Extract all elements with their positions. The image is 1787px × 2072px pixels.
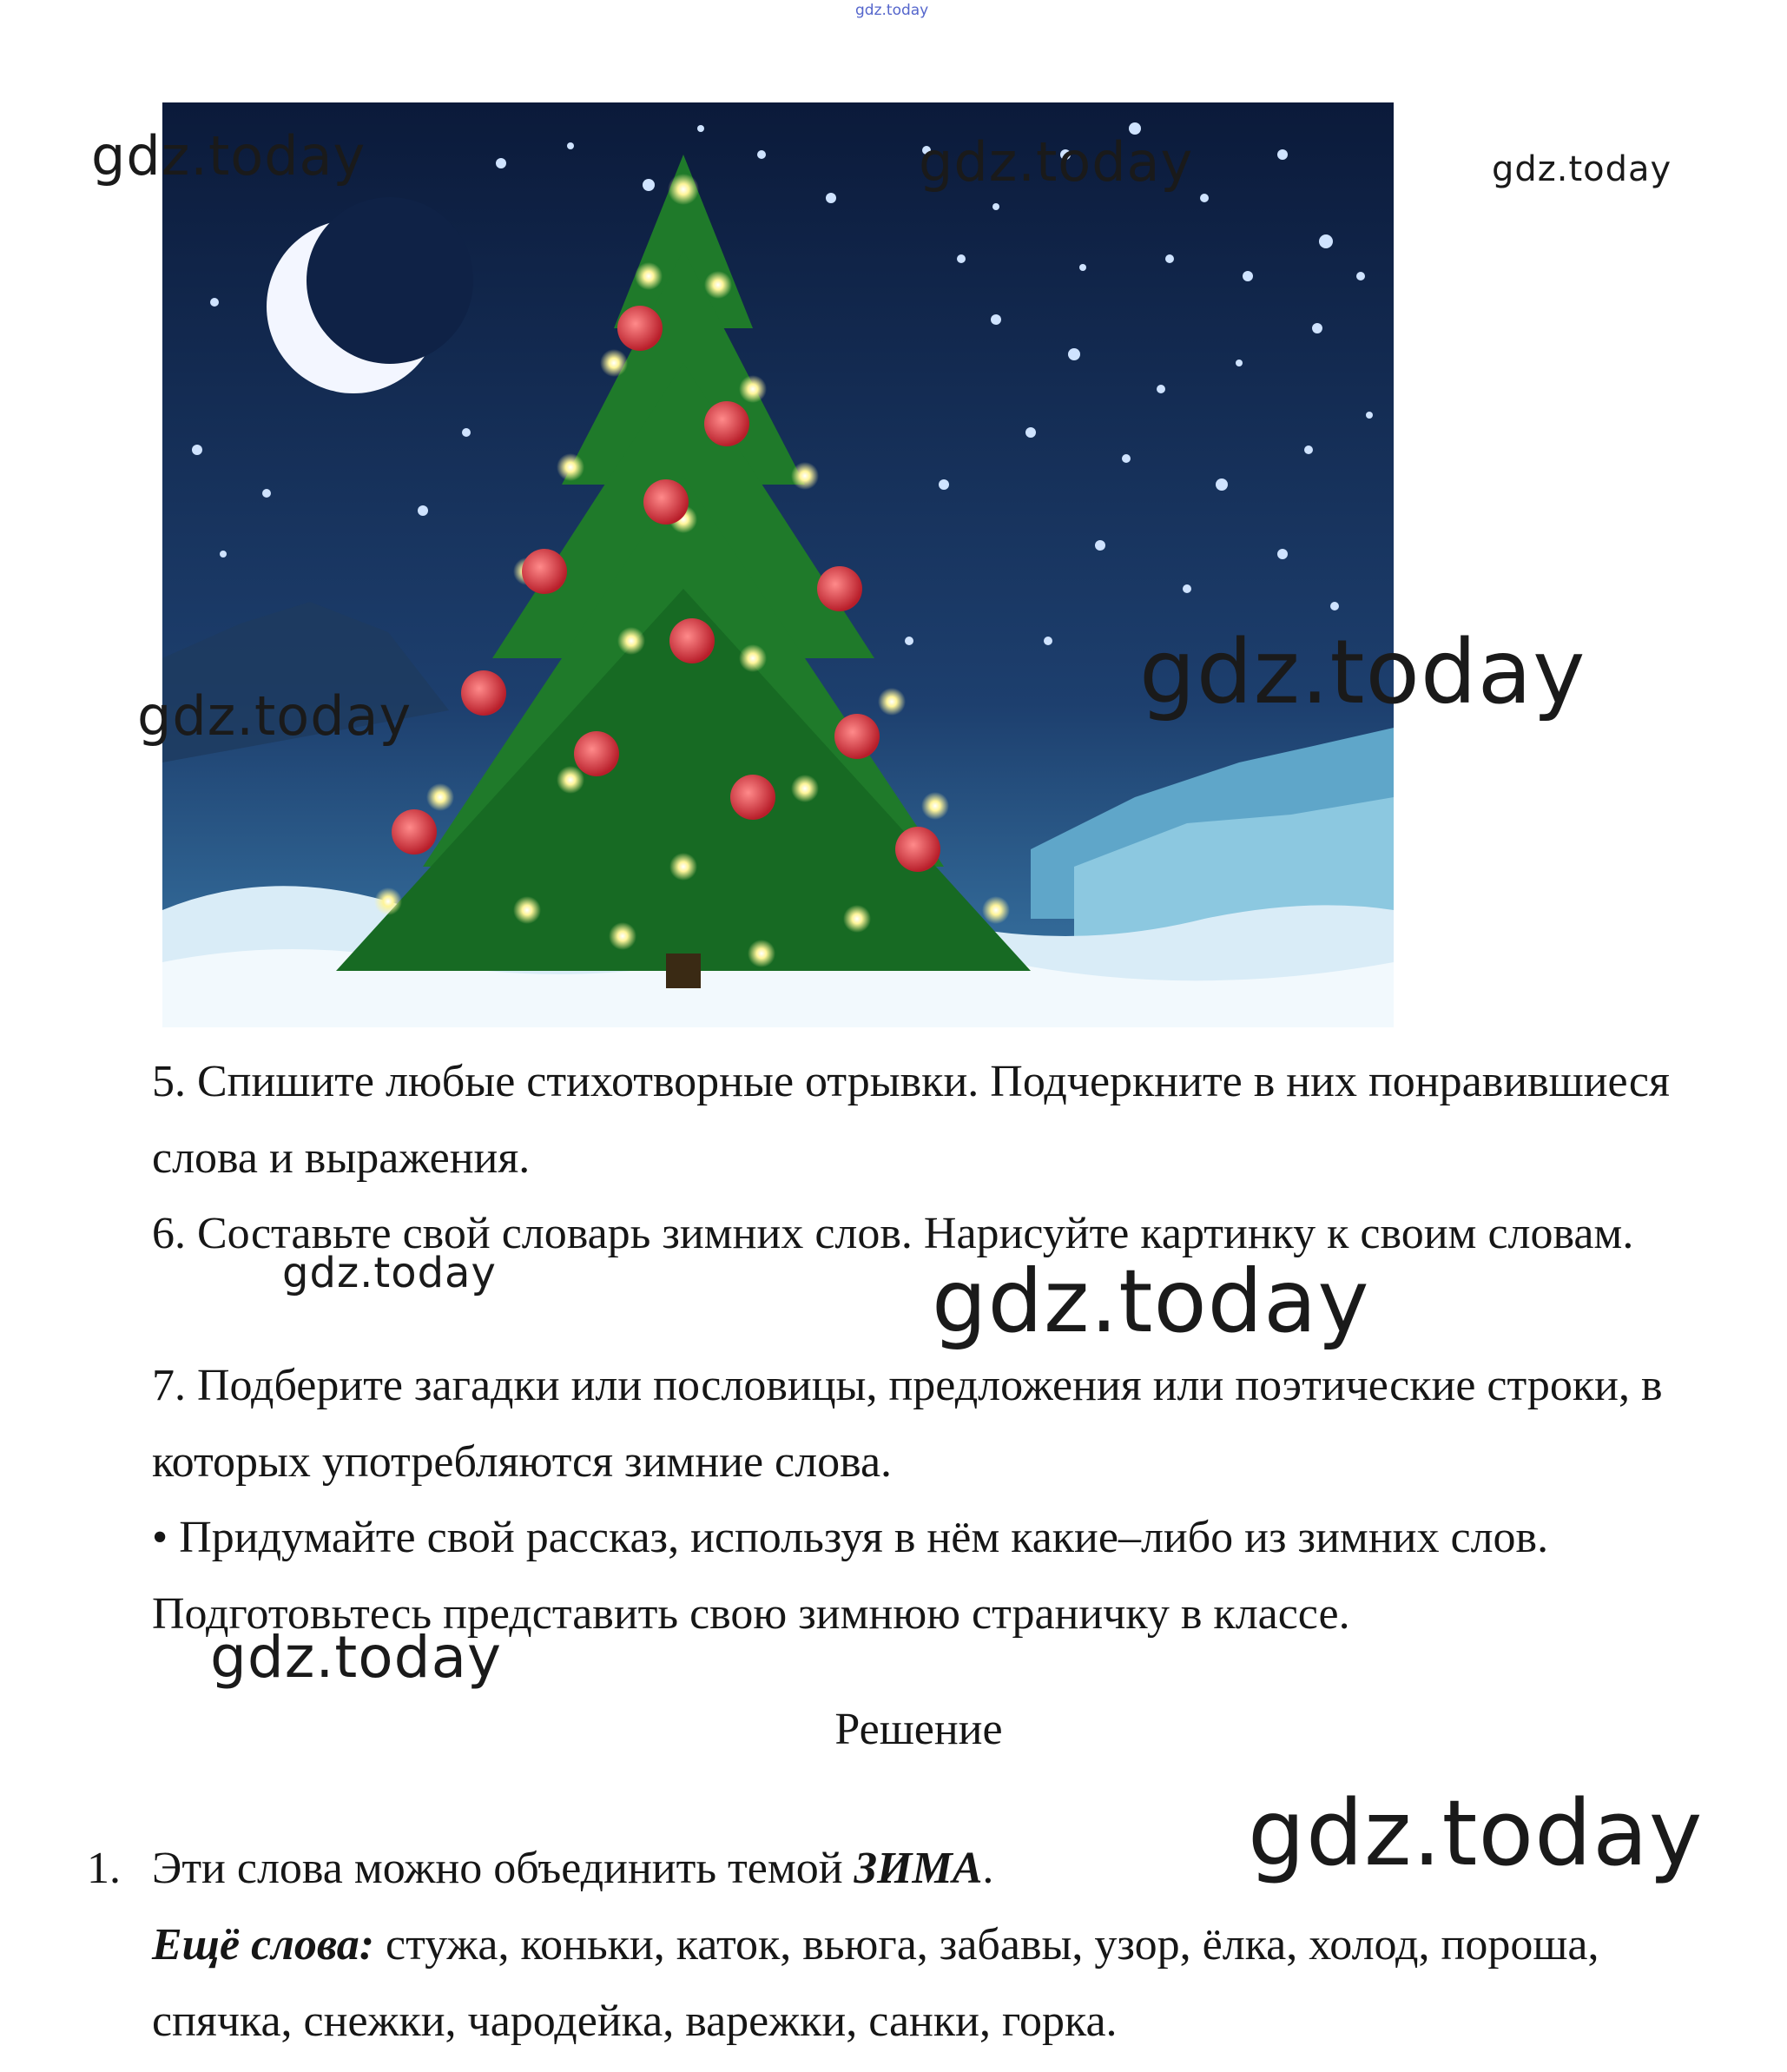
watermark-top: gdz.today [855, 2, 929, 19]
solution-item-text: Эти слова можно объединить темой [152, 1844, 854, 1893]
watermark-2: gdz.today [919, 130, 1194, 194]
christmas-tree-illustration [162, 102, 1394, 1027]
watermark-8: gdz.today [210, 1624, 503, 1691]
more-words-label: Ещё слова: [152, 1920, 375, 1970]
watermark-4: gdz.today [1139, 621, 1586, 724]
task-7: 7. Подберите загадки или пословицы, предложения или поэтические строки, в которых употребляются зимние слова. [152, 1361, 1663, 1487]
watermark-3: gdz.today [1492, 149, 1672, 189]
task-6: 6. Составьте свой словарь зимних слов. Нарисуйте картинку к своим словам. [152, 1209, 1634, 1258]
solution-heading: Решение [834, 1705, 1003, 1754]
solution-item-end: . [982, 1844, 994, 1893]
solution-theme: ЗИМА [854, 1844, 983, 1893]
watermark-5: gdz.today [137, 684, 412, 748]
task-5: 5. Спишите любые стихотворные отрывки. Подчеркните в них понравившиеся слова и выражения. [152, 1057, 1670, 1183]
watermark-7: gdz.today [932, 1250, 1370, 1352]
watermark-6: gdz.today [282, 1249, 497, 1297]
solution-item-number: 1. [87, 1844, 121, 1893]
more-words: стужа, коньки, каток, вьюга, забавы, узор, ёлка, холод, пороша, спячка, снежки, чародейка, варежки, санки, горка. [152, 1920, 1599, 2046]
watermark-9: gdz.today [1248, 1780, 1704, 1886]
watermark-1: gdz.today [91, 124, 366, 188]
task-bullet: • Придумайте свой рассказ, используя в нём какие–либо из зимних слов. Подготовьтесь представить свою зимнюю страничку в классе. [152, 1513, 1549, 1639]
